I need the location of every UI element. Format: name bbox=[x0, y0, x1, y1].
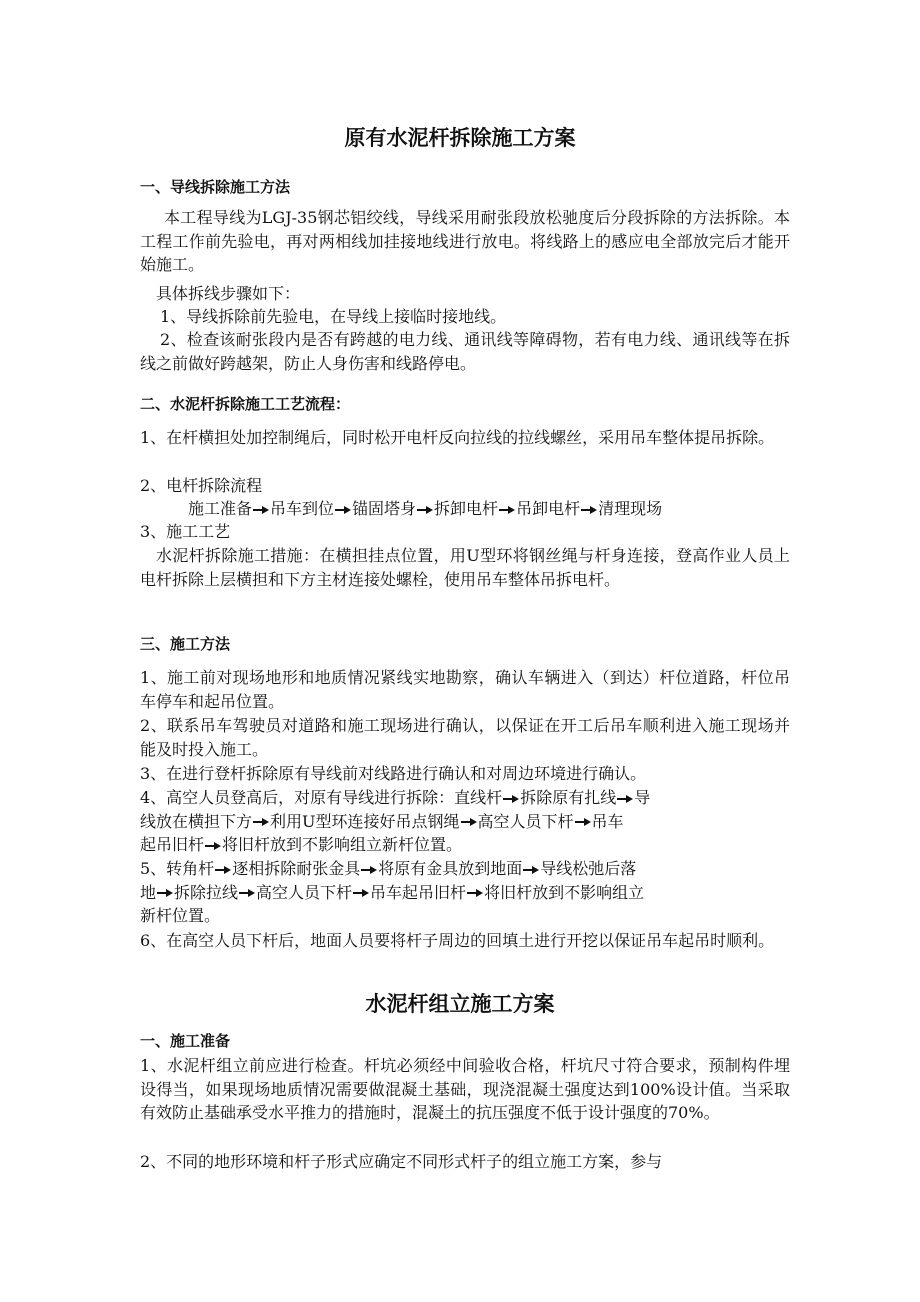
text-line bbox=[140, 857, 800, 881]
text-segment: 5、转角杆 bbox=[140, 859, 215, 878]
paragraph-s1-1: 本工程导线为LGJ-35钢芯铝绞线，导线采用耐张段放松驰度后分段拆除的方法拆除。本工程工作前先验电，再对两相线加挂接地线进行放电。将线路上的感应电全部放完后才能开始施工。 bbox=[140, 208, 790, 274]
text-segment: 利用U型环连接好吊点钢绳 bbox=[270, 811, 460, 831]
text-segment: 逐相拆除耐张金具 bbox=[232, 859, 361, 878]
arrow-right-icon bbox=[499, 505, 515, 515]
text-segment: 导线松弛后落 bbox=[540, 859, 637, 878]
paragraph-t2-1: 1、水泥杆组立前应进行检查。杆坑必须经中间验收合格，杆坑尺寸符合要求，预制构件埋设得当，如果现场地质情况需要做混凝土基础，现浇混凝土强度达到100%设计值。当采取有效防止基础承受水平推力的措施时，混凝土的抗压强度不低于设计强度的70%。 bbox=[140, 1056, 790, 1122]
paragraph-s3-5 bbox=[140, 857, 800, 928]
step-2: 2、检查该耐张段内是否有跨越的电力线、通讯线等障碍物，若有电力线、通讯线等在拆线之前做好跨越架，防止人身伤害和线路停电。 bbox=[140, 330, 790, 373]
arrow-right-icon bbox=[503, 794, 519, 804]
arrow-right-icon bbox=[205, 841, 221, 851]
arrow-right-icon bbox=[215, 865, 231, 875]
text-line bbox=[140, 810, 800, 834]
arrow-right-icon bbox=[239, 888, 255, 898]
flow-step: 吊车到位 bbox=[270, 499, 335, 518]
text-segment: 导 bbox=[634, 788, 651, 807]
paragraph-s2-2: 2、电杆拆除流程 bbox=[140, 476, 263, 495]
paragraph-s2-3: 3、施工工艺 bbox=[140, 522, 231, 541]
step-1: 1、导线拆除前先验电，在导线上接临时接地线。 bbox=[160, 307, 507, 326]
section-heading-1: 一、导线拆除施工方法 bbox=[140, 178, 291, 196]
arrow-right-icon bbox=[581, 505, 597, 515]
section-heading-3: 三、施工方法 bbox=[140, 635, 231, 653]
section-heading-t2-1: 一、施工准备 bbox=[140, 1032, 231, 1050]
arrow-right-icon bbox=[353, 888, 369, 898]
text-segment: 吊车 bbox=[591, 811, 624, 831]
arrow-right-icon bbox=[467, 888, 483, 898]
text-segment: 高空人员下杆 bbox=[256, 882, 353, 902]
paragraph-s2-1: 1、在杆横担处加控制绳后，同时松开电杆反向拉线的拉线螺丝，采用吊车整体提吊拆除。 bbox=[140, 428, 775, 447]
text-segment: 将旧杆放到不影响组立 bbox=[484, 882, 645, 902]
flow-step: 施工准备 bbox=[188, 499, 253, 518]
paragraph-s3-6: 6、在高空人员下杆后，地面人员要将杆子周边的回填土进行开挖以保证吊车起吊时顺利。 bbox=[140, 931, 775, 950]
arrow-right-icon bbox=[157, 888, 173, 898]
flow-step: 拆卸电杆 bbox=[434, 499, 499, 518]
arrow-right-icon bbox=[575, 817, 591, 827]
text-segment: 新杆位置。 bbox=[140, 906, 221, 925]
text-line bbox=[140, 833, 800, 857]
document-title: 原有水泥杆拆除施工方案 bbox=[344, 126, 576, 150]
text-segment: 4、高空人员登高后，对原有导线进行拆除：直线杆 bbox=[140, 788, 503, 807]
text-segment: 吊车起吊旧杆 bbox=[370, 882, 467, 902]
paragraph-s2-4: 水泥杆拆除施工措施：在横担挂点位置，用U型环将钢丝绳与杆身连接，登高作业人员上电杆拆除上层横担和下方主材连接处螺栓，使用吊车整体吊拆电杆。 bbox=[140, 546, 790, 589]
text-segment: 起吊旧杆 bbox=[140, 835, 205, 854]
paragraph-s3-2: 2、联系吊车驾驶员对道路和施工现场进行确认，以保证在开工后吊车顺利进入施工现场并能及时投入施工。 bbox=[140, 716, 790, 759]
text-segment: 高空人员下杆 bbox=[477, 811, 574, 831]
arrow-right-icon bbox=[461, 817, 477, 827]
arrow-right-icon bbox=[335, 505, 351, 515]
arrow-right-icon bbox=[617, 794, 633, 804]
flow-step: 锚固塔身 bbox=[352, 499, 417, 518]
text-segment: 将原有金具放到地面 bbox=[378, 859, 523, 878]
text-line bbox=[140, 786, 800, 810]
flow-step: 吊卸电杆 bbox=[516, 499, 581, 518]
text-segment: 拆除原有扎线 bbox=[520, 788, 617, 807]
text-segment: 拆除拉线 bbox=[174, 882, 239, 902]
arrow-right-icon bbox=[253, 505, 269, 515]
paragraph-s3-1: 1、施工前对现场地形和地质情况紧线实地勘察，确认车辆进入（到达）杆位道路，杆位吊车停车和起吊位置。 bbox=[140, 668, 790, 711]
text-segment: 线放在横担下方 bbox=[140, 811, 253, 831]
text-line bbox=[140, 904, 800, 928]
paragraph-s3-3: 3、在进行登杆拆除原有导线前对线路进行确认和对周边环境进行确认。 bbox=[140, 764, 647, 783]
paragraph-t2-2: 2、不同的地形环境和杆子形式应确定不同形式杆子的组立施工方案，参与 bbox=[140, 1152, 663, 1171]
steps-intro: 具体拆线步骤如下： bbox=[156, 284, 301, 303]
section-heading-2: 二、水泥杆拆除施工工艺流程： bbox=[140, 395, 351, 413]
text-segment: 将旧杆放到不影响组立新杆位置。 bbox=[222, 835, 463, 854]
flow-step: 清理现场 bbox=[598, 499, 663, 518]
arrow-right-icon bbox=[523, 865, 539, 875]
process-flow bbox=[188, 497, 848, 521]
text-segment: 地 bbox=[140, 882, 157, 902]
arrow-right-icon bbox=[361, 865, 377, 875]
document-title-2: 水泥杆组立施工方案 bbox=[365, 992, 555, 1016]
text-line bbox=[140, 881, 800, 905]
paragraph-s3-4 bbox=[140, 786, 800, 857]
arrow-right-icon bbox=[253, 817, 269, 827]
arrow-right-icon bbox=[417, 505, 433, 515]
